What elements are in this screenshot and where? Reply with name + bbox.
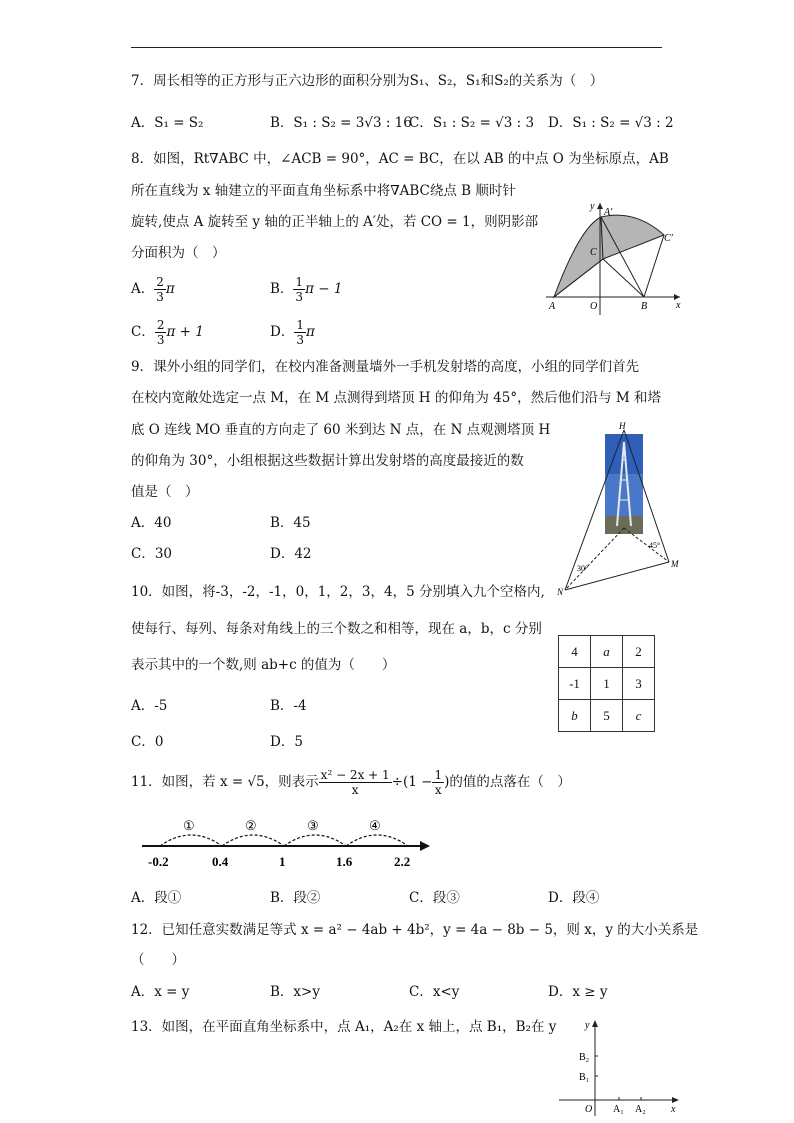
segment-2: ② bbox=[245, 818, 257, 833]
q9-option-c: C．30 bbox=[131, 546, 173, 562]
label-a2: A₂ bbox=[635, 1104, 646, 1115]
q9-line3: 底 O 连线 MO 垂直的方向走了 60 米到达 N 点，在 N 点观测塔顶 H bbox=[131, 422, 551, 438]
grid-cell: 3 bbox=[623, 668, 655, 700]
label-b2: B₂ bbox=[579, 1052, 590, 1063]
q8-option-d: D． $\frac{1}{3}$ π bbox=[270, 318, 315, 347]
grid-cell: 4 bbox=[559, 636, 591, 668]
q12-option-d: D．x ≥ y bbox=[548, 984, 608, 1000]
q8-line2: 所在直线为 x 轴建立的平面直角坐标系中将∇ABC绕点 B 顺时针 bbox=[131, 183, 516, 199]
grid-cell: -1 bbox=[559, 668, 591, 700]
grid-cell: 5 bbox=[591, 700, 623, 732]
q7-option-c: C．S₁ : S₂ = √3 : 3 bbox=[409, 115, 535, 131]
q9-line2: 在校内宽敞处选定一点 M，在 M 点测得到塔顶 H 的仰角为 45°，然后他们沿与 M 和塔 bbox=[131, 390, 661, 406]
label-m: M bbox=[671, 559, 679, 569]
tick-label: -0.2 bbox=[148, 854, 169, 869]
q10-line2: 使每行、每列、每条对角线上的三个数之和相等，现在 a，b，c 分别 bbox=[131, 621, 542, 637]
q11-stem: 11．如图，若 x = √5，则表示 $\frac{\text{x² − 2x + 1}}{x}$ ÷(1 − $\frac{1}{x}$ )的值的点落在（ ） bbox=[131, 768, 571, 797]
label-b1: B₁ bbox=[579, 1072, 590, 1083]
q9-line5: 值是（ ） bbox=[131, 484, 199, 500]
grid-cell: 2 bbox=[623, 636, 655, 668]
label-b: B bbox=[641, 301, 648, 312]
label-45: 45° bbox=[649, 541, 661, 550]
q12-option-b: B．x>y bbox=[270, 984, 320, 1000]
magic-square bbox=[558, 635, 655, 732]
label-h: H bbox=[619, 421, 626, 431]
q10-option-c: C．0 bbox=[131, 734, 164, 750]
q11-option-d: D．段④ bbox=[548, 890, 600, 906]
tick-label: 1.6 bbox=[336, 854, 353, 869]
q9-option-d: D．42 bbox=[270, 546, 312, 562]
q11-number-line bbox=[138, 812, 434, 874]
label-o: O bbox=[590, 301, 598, 312]
label-30: 30° bbox=[577, 564, 589, 573]
q10-option-a: A．-5 bbox=[131, 698, 168, 714]
q8-figure bbox=[540, 195, 688, 315]
q7-option-b: B．S₁ : S₂ = 3√3 : 16 bbox=[270, 115, 412, 131]
q9-figure bbox=[555, 420, 687, 596]
q12-line2: （ ） bbox=[131, 952, 185, 968]
label-c: C bbox=[590, 247, 597, 258]
q9-option-b: B．45 bbox=[270, 515, 311, 531]
label-c-prime: C′ bbox=[664, 233, 673, 244]
q11-option-c: C．段③ bbox=[409, 890, 460, 906]
q13-line1: 13．如图，在平面直角坐标系中，点 A₁，A₂在 x 轴上，点 B₁，B₂在 y bbox=[131, 1019, 557, 1035]
q8-line1: 8．如图，Rt∇ABC 中，∠ACB = 90°，AC = BC，在以 AB 的中点 O 为坐标原点，AB bbox=[131, 151, 669, 167]
label-a: A bbox=[549, 301, 556, 312]
tick-label: 0.4 bbox=[212, 854, 229, 869]
q7-option-a: A．S₁ = S₂ bbox=[131, 115, 204, 131]
q8-line3: 旋转,使点 A 旋转至 y 轴的正半轴上的 A′处，若 CO = 1，则阴影部 bbox=[131, 214, 539, 230]
label-o: O bbox=[585, 1104, 593, 1115]
q12-option-c: C．x<y bbox=[409, 984, 460, 1000]
q12-line1: 12．已知任意实数满足等式 x = a² − 4ab + 4b²，y = 4a − 8b − 5，则 x，y 的大小关系是 bbox=[131, 922, 699, 938]
q8-line4: 分面积为（ ） bbox=[131, 245, 226, 261]
q8-option-c: C． $\frac{2}{3}$ π + 1 bbox=[131, 318, 204, 347]
q7-stem: 7．周长相等的正方形与正六边形的面积分别为S₁、S₂，S₁和S₂的关系为（ ） bbox=[131, 73, 604, 89]
q9-line4: 的仰角为 30°，小组根据这些数据计算出发射塔的高度最接近的数 bbox=[131, 453, 524, 469]
segment-4: ④ bbox=[369, 818, 381, 833]
q10-line1: 10．如图，将-3，-2，-1，0，1，2，3，4，5 分别填入九个空格内, bbox=[131, 584, 545, 600]
q11-option-a: A．段① bbox=[131, 890, 182, 906]
q11-option-b: B．段② bbox=[270, 890, 321, 906]
q9-option-a: A．40 bbox=[131, 515, 172, 531]
tick-label: 1 bbox=[279, 854, 286, 869]
label-x: x bbox=[676, 300, 681, 311]
q10-option-d: D．5 bbox=[270, 734, 303, 750]
grid-cell: 1 bbox=[591, 668, 623, 700]
grid-cell: b bbox=[559, 700, 591, 732]
top-rule bbox=[131, 47, 662, 48]
shaded-region-2 bbox=[601, 215, 664, 259]
q12-option-a: A．x = y bbox=[131, 984, 190, 1000]
grid-cell: c bbox=[623, 700, 655, 732]
label-a-prime: A′ bbox=[604, 207, 613, 218]
q10-option-b: B．-4 bbox=[270, 698, 307, 714]
q7-option-d: D．S₁ : S₂ = √3 : 2 bbox=[548, 115, 674, 131]
q8-option-a: A． $\frac{2}{3}$ π bbox=[131, 275, 175, 304]
q8-option-b: B． $\frac{1}{3}$ π − 1 bbox=[270, 275, 343, 304]
label-y: y bbox=[585, 1020, 590, 1031]
q10-line3: 表示其中的一个数,则 ab+c 的值为（ ） bbox=[131, 657, 396, 673]
grid-cell: a bbox=[591, 636, 623, 668]
label-y: y bbox=[590, 201, 595, 212]
segment-3: ③ bbox=[307, 818, 319, 833]
segment-1: ① bbox=[183, 818, 195, 833]
q9-line1: 9．课外小组的同学们，在校内准备测量墙外一手机发射塔的高度，小组的同学们首先 bbox=[131, 359, 640, 375]
tick-label: 2.2 bbox=[394, 854, 411, 869]
q13-figure bbox=[555, 1016, 685, 1118]
label-a1: A₁ bbox=[613, 1104, 624, 1115]
label-n: N bbox=[557, 587, 564, 596]
label-x: x bbox=[671, 1104, 676, 1115]
